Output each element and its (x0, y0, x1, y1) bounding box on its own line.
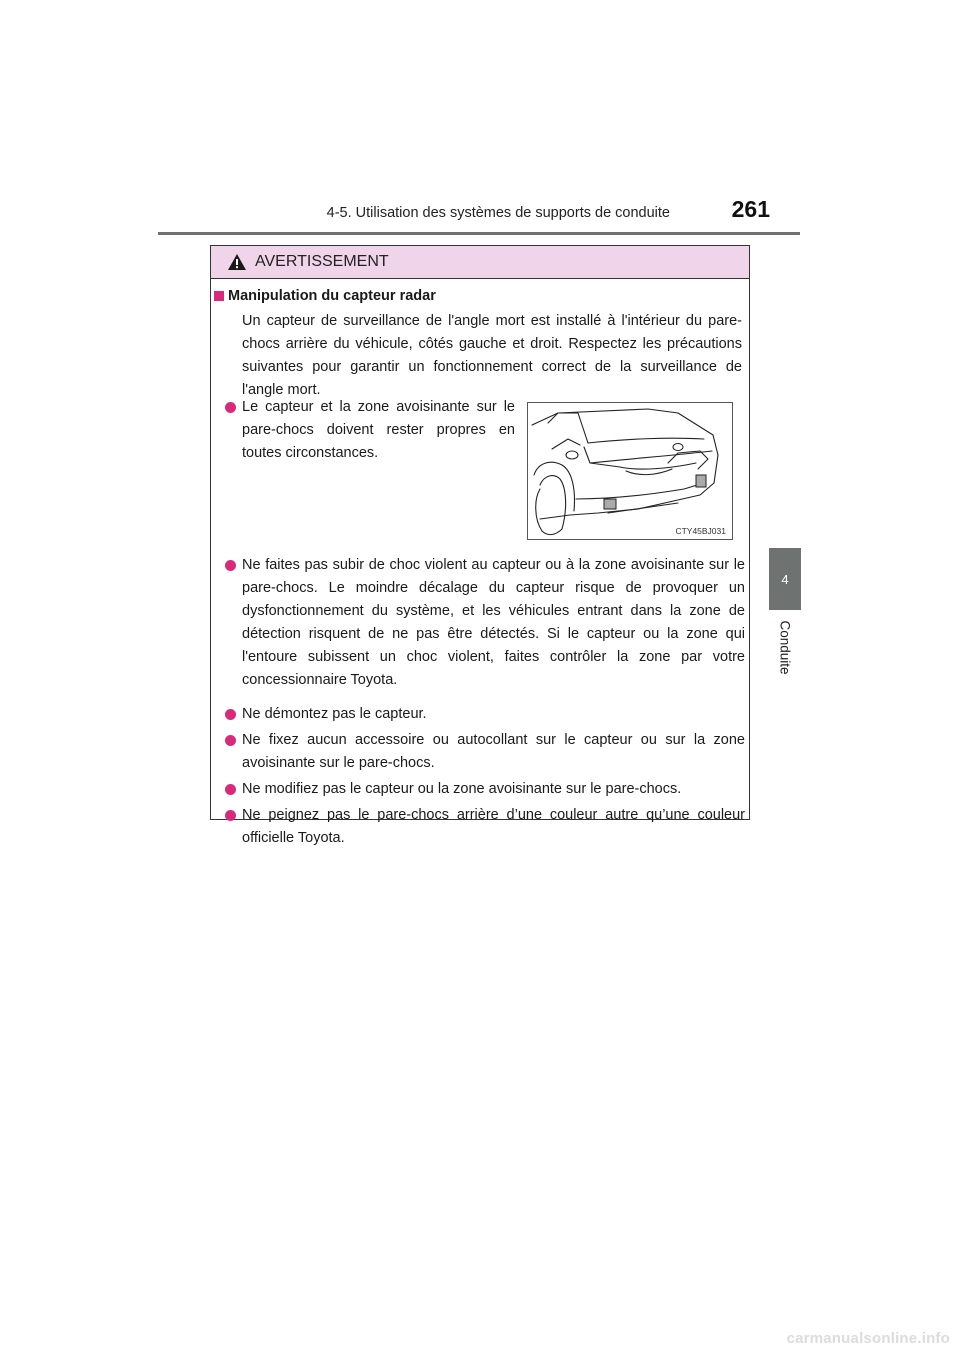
warning-box (210, 245, 750, 846)
bullet-icon (225, 560, 236, 571)
section-heading-text: Manipulation du capteur radar (228, 288, 436, 304)
list-item (225, 396, 515, 465)
intro-paragraph: Un capteur de surveillance de l'angle mort est installé à l'intérieur du pare-chocs arrière du véhicule, côtés gauche et droit. Respectez les précautions suivantes pour garantir un fonctionnement correct de la surveillance de l'angle mort. (242, 313, 742, 398)
bullet-icon (225, 709, 236, 720)
watermark-link[interactable]: carmanualsonline.info (786, 1330, 950, 1347)
chapter-label-text: Conduite (777, 619, 793, 675)
warning-triangle-icon (227, 253, 247, 271)
list-item (225, 804, 745, 850)
list-item (225, 729, 745, 775)
list-item-text: Ne faites pas subir de choc violent au capteur ou à la zone avoisinante sur le pare-chocs. Le moindre décalage du capteur risque de provoquer un dysfonctionnement du système, et les véhicules entrant dans la zone de détection risquent de ne pas être détectés. Si le capteur ou la zone qui l'entoure subissent un choc violent, faites contrôler la zone par votre concessionnaire Toyota. (242, 557, 745, 688)
list-item-text: Le capteur et la zone avoisinante sur le pare-chocs doivent rester propres en toutes circonstances. (242, 399, 515, 461)
page-number: 261 (731, 196, 770, 222)
list-item (225, 554, 745, 692)
list-item-text: Ne peignez pas le pare-chocs arrière d’une couleur autre qu’une couleur officielle Toyota. (242, 807, 745, 846)
bullet-icon (225, 735, 236, 746)
list-item-text: Ne démontez pas le capteur. (242, 706, 427, 722)
list-item-text: Ne modifiez pas le capteur ou la zone avoisinante sur le pare-chocs. (242, 781, 682, 797)
warning-title: AVERTISSEMENT (255, 253, 389, 270)
header-rule (158, 232, 800, 235)
bullet-icon (225, 402, 236, 413)
section-heading (214, 288, 436, 304)
chapter-tab (769, 548, 801, 610)
section-title: 4-5. Utilisation des systèmes de supports de conduite (326, 205, 670, 221)
chapter-number: 4 (781, 571, 789, 587)
chapter-label (768, 612, 802, 682)
bullet-icon (225, 784, 236, 795)
warning-header (211, 246, 749, 279)
list-item (225, 703, 745, 726)
rear-bumper-illustration (527, 402, 733, 540)
figure-code: CTY45BJ031 (675, 526, 726, 536)
bullet-icon (225, 810, 236, 821)
car-rear-illustration (528, 403, 733, 540)
list-item (225, 778, 745, 801)
square-bullet-icon (214, 291, 224, 301)
list-item-text: Ne fixez aucun accessoire ou autocollant sur le capteur ou sur la zone avoisinante sur le pare-chocs. (242, 732, 745, 771)
